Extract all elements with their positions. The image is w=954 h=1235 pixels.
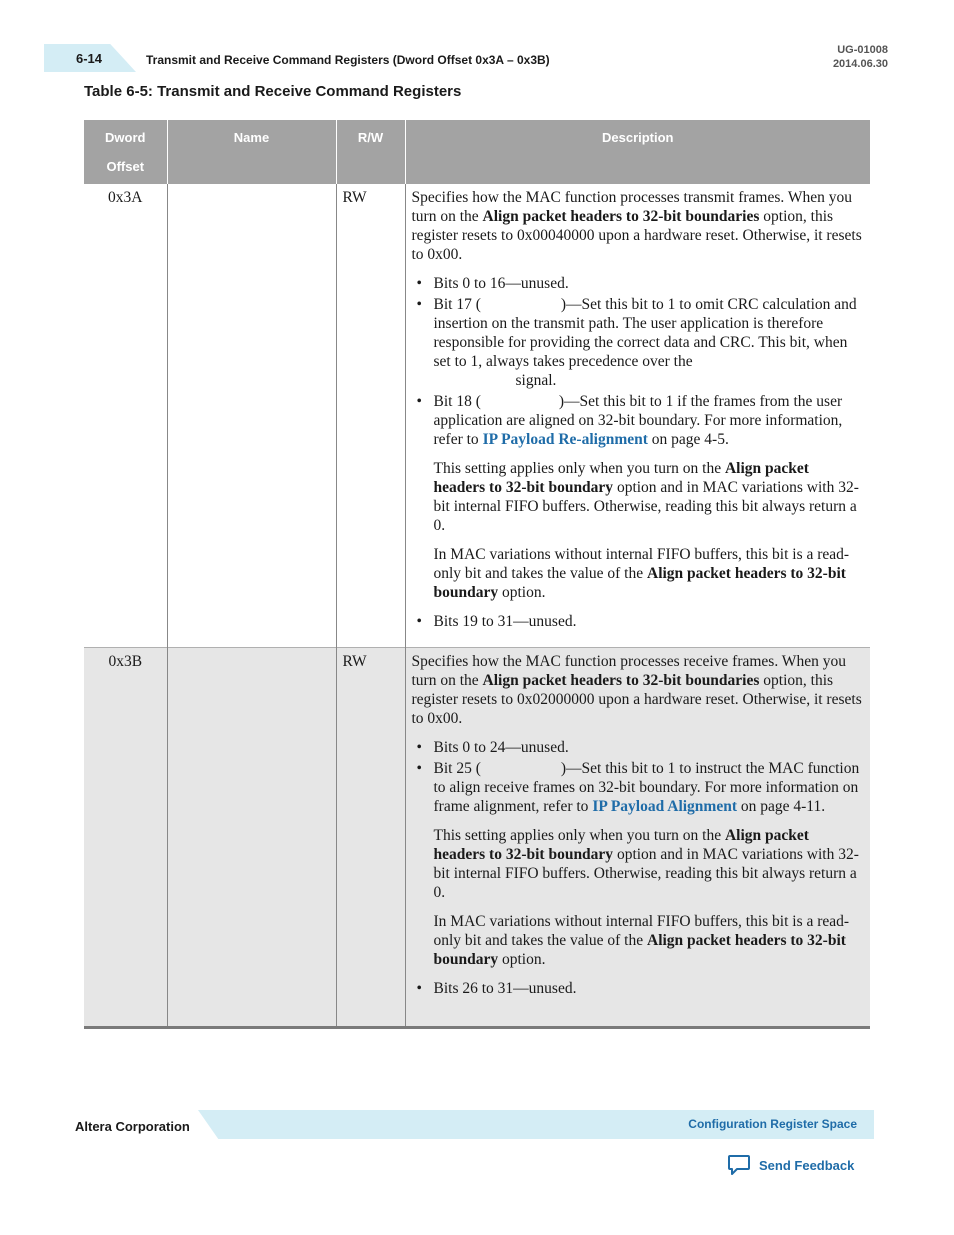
note-option-name: Align packet headers to 32-bit boundary bbox=[433, 460, 809, 496]
intro-option-name: Align packet headers to 32-bit boundaries bbox=[482, 672, 760, 689]
running-header-title: Transmit and Receive Command Registers (Dword Offset 0x3A – 0x3B) bbox=[146, 53, 550, 67]
note-option-name: Align packet headers to 32-bit boundary bbox=[433, 932, 846, 968]
cross-reference-link[interactable]: IP Payload Re-alignment bbox=[482, 431, 648, 448]
note-text: This setting applies only when you turn on the bbox=[433, 460, 725, 477]
company-name: Altera Corporation bbox=[75, 1119, 190, 1134]
note-text: option and in MAC variations with 32-bit internal FIFO buffers. Otherwise, reading this bit always return a 0. bbox=[433, 846, 859, 901]
note-paragraph bbox=[434, 912, 865, 969]
intro-option-name: Align packet headers to 32-bit boundaries bbox=[482, 208, 760, 225]
footer-section-link[interactable]: Configuration Register Space bbox=[688, 1117, 857, 1131]
cell-description bbox=[405, 184, 870, 648]
cell-offset: 0x3A bbox=[108, 189, 143, 206]
bit-text: on page 4-11. bbox=[737, 798, 826, 815]
intro-text: Specifies how the MAC function processes transmit frames. When you turn on the bbox=[411, 189, 853, 225]
bit-list bbox=[412, 738, 865, 998]
note-text: In MAC variations without internal FIFO buffers, this bit is a read-only bit and takes the value of the bbox=[433, 546, 850, 582]
description-intro bbox=[412, 652, 865, 728]
bit-text: on page 4-5. bbox=[647, 431, 729, 448]
note-paragraph bbox=[434, 459, 865, 535]
column-header-offset-line1: Dword bbox=[105, 130, 146, 145]
bit-list bbox=[412, 274, 865, 631]
note-paragraph bbox=[434, 826, 865, 902]
bit-text: )—Set this bit to 1 to omit CRC calculation and insertion on the transmit path. The user application is therefore responsible for providing the correct data and CRC. This bit, when set to 1, always takes precedence over the bbox=[433, 296, 857, 370]
table-row bbox=[84, 184, 870, 648]
description-intro bbox=[412, 188, 865, 264]
cell-rw: RW bbox=[336, 648, 405, 1028]
register-table bbox=[84, 120, 870, 1029]
cell-name bbox=[167, 648, 336, 1028]
send-feedback-label: Send Feedback bbox=[759, 1157, 855, 1173]
send-feedback-button[interactable] bbox=[727, 1154, 854, 1176]
cell-name bbox=[167, 184, 336, 648]
column-header-offset-line2: Offset bbox=[106, 159, 145, 174]
cell-rw: RW bbox=[336, 184, 405, 648]
table-caption: Table 6-5: Transmit and Receive Command Registers bbox=[84, 83, 462, 100]
intro-text: Specifies how the MAC function processes receive frames. When you turn on the bbox=[411, 653, 846, 689]
column-header-name: Name bbox=[167, 120, 336, 184]
document-number: UG-01008 bbox=[837, 44, 888, 56]
list-item: • Bits 26 to 31—unused. bbox=[434, 979, 865, 998]
bit-text: )—Set this bit to 1 to instruct the MAC function to align receive frames on 32-bit boundary. For more information on frame alignment, refer to bbox=[433, 760, 860, 815]
page-number: 6-14 bbox=[76, 51, 103, 66]
table-header-row bbox=[84, 120, 870, 184]
bit-text: Bit 17 ( bbox=[433, 296, 481, 313]
list-item bbox=[434, 295, 865, 390]
list-item bbox=[434, 392, 865, 602]
note-text: This setting applies only when you turn on the bbox=[433, 827, 725, 844]
bit-text: )—Set this bit to 1 if the frames from the user application are aligned on 32-bit boundary. For more information, refer to bbox=[433, 393, 843, 448]
bit-text: Bit 25 ( bbox=[433, 760, 481, 777]
note-text: option and in MAC variations with 32-bit internal FIFO buffers. Otherwise, reading this bit always return a 0. bbox=[433, 479, 859, 534]
list-item: • Bits 19 to 31—unused. bbox=[434, 612, 865, 631]
note-paragraph bbox=[434, 545, 865, 602]
list-item: • Bits 0 to 24—unused. bbox=[434, 738, 865, 757]
bit-text: signal. bbox=[515, 372, 557, 389]
intro-text-end: option, this register resets to 0x02000000 upon a hardware reset. Otherwise, it resets to 0x00. bbox=[411, 672, 862, 727]
list-item: • Bits 0 to 16—unused. bbox=[434, 274, 865, 293]
note-option-name: Align packet headers to 32-bit boundary bbox=[433, 827, 809, 863]
column-header-offset bbox=[84, 120, 167, 184]
cell-offset: 0x3B bbox=[84, 648, 167, 1028]
list-item bbox=[434, 759, 865, 969]
intro-text-end: option, this register resets to 0x00040000 upon a hardware reset. Otherwise, it resets to 0x00. bbox=[411, 208, 862, 263]
column-header-rw: R/W bbox=[336, 120, 405, 184]
document-date: 2014.06.30 bbox=[832, 58, 888, 70]
table-row bbox=[84, 648, 870, 1028]
note-text: In MAC variations without internal FIFO buffers, this bit is a read-only bit and takes the value of the bbox=[433, 913, 850, 949]
note-option-name: Align packet headers to 32-bit boundary bbox=[433, 565, 846, 601]
note-text: option. bbox=[498, 584, 546, 601]
cross-reference-link[interactable]: IP Payload Alignment bbox=[592, 798, 737, 815]
column-header-description: Description bbox=[405, 120, 870, 184]
speech-bubble-icon bbox=[727, 1154, 751, 1176]
document-id bbox=[833, 43, 888, 71]
bit-text: Bit 18 ( bbox=[433, 393, 481, 410]
cell-description bbox=[405, 648, 870, 1028]
note-text: option. bbox=[498, 951, 546, 968]
